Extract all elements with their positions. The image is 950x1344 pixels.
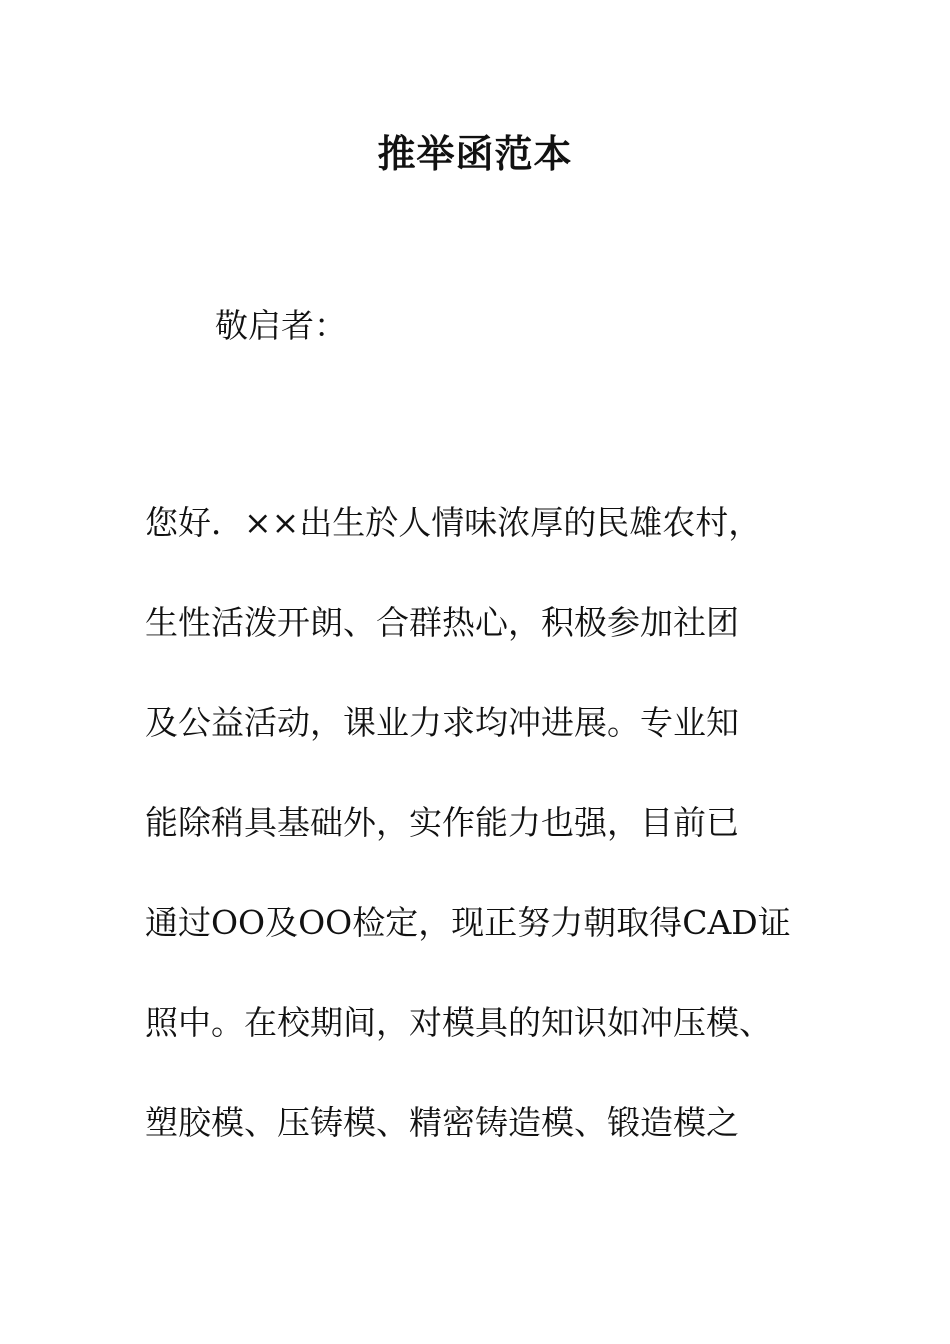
letter-body	[145, 498, 845, 1198]
body-line: 生性活泼开朗、合群热心，积极参加社团	[145, 603, 739, 642]
body-line: 您好．××出生於人情味浓厚的民雄农村，	[145, 503, 762, 542]
body-line: 照中。在校期间，对模具的知识如冲压模、	[145, 1003, 772, 1042]
body-line: 能除稍具基础外，实作能力也强，目前已	[145, 803, 739, 842]
body-line: 通过OO及OO检定，现正努力朝取得CAD证	[145, 903, 791, 942]
body-line: 及公益活动，课业力求均冲进展。专业知	[145, 703, 739, 742]
salutation: 敬启者：	[215, 306, 347, 345]
document-title: 推举函范本	[377, 131, 573, 176]
body-line: 塑胶模、压铸模、精密铸造模、锻造模之	[145, 1103, 739, 1142]
